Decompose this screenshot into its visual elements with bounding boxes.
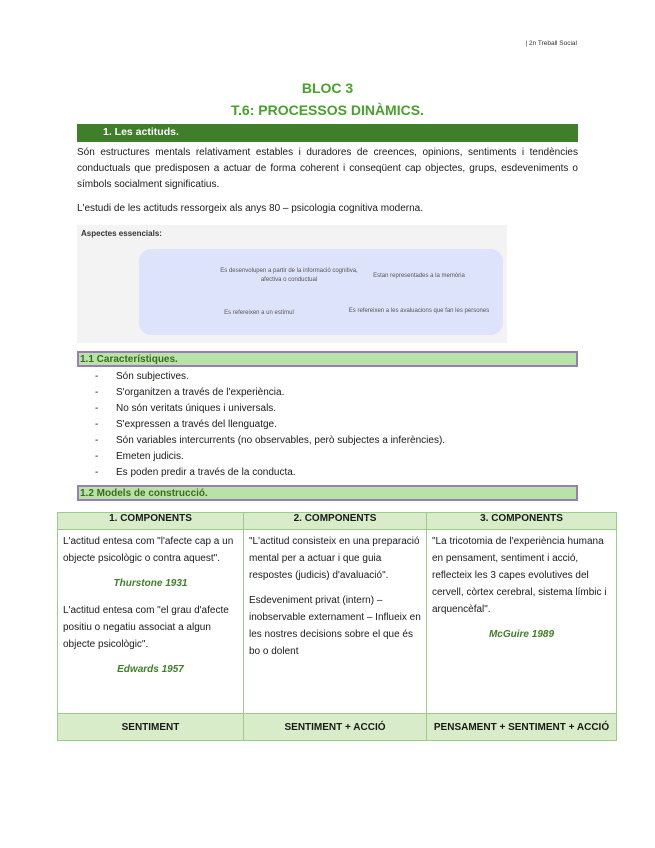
- figure-item: Es refereixen a un estímul: [224, 310, 294, 316]
- column-header: 2. COMPONENTS: [244, 513, 427, 530]
- citation: McGuire 1989: [488, 629, 555, 640]
- models-heading: 1.2 Models de construcció.: [77, 485, 578, 501]
- list-item: - Emeten judicis.: [92, 449, 572, 465]
- unit-title: T.6: PROCESSOS DINÀMICS.: [231, 102, 424, 118]
- definition-paragraph: Són estructures mentals relativament estables i duradores de creences, opinions, sentiments i tendències conductuals que predisposen a actuar de forma coherent i conseqüent cap objectes, grups, esdeveniments o símbols socialment significatius.: [77, 147, 578, 190]
- column-footer: SENTIMENT: [58, 714, 244, 741]
- model-text: L'actitud entesa com "l'afecte cap a un objecte psicològic o contra aquest".: [63, 536, 234, 564]
- model-text: Esdeveniment privat (intern) – inobservable externament – Influeix en les nostres decisions sobre el que és bo o dolent: [249, 595, 421, 657]
- table-header-row: [58, 513, 617, 530]
- essential-aspects-figure: [77, 225, 507, 343]
- list-item: - Són variables intercurrents (no observables, però subjectes a inferències).: [92, 433, 572, 449]
- characteristics-list: [92, 369, 572, 481]
- column-header: 1. COMPONENTS: [58, 513, 244, 530]
- column-footer: SENTIMENT + ACCIÓ: [244, 714, 427, 741]
- section-heading-actituds: 1. Les actituds.: [77, 124, 578, 142]
- characteristics-heading: 1.1 Característiques.: [77, 351, 578, 367]
- history-paragraph: L'estudi de les actituds ressorgeix als anys 80 – psicologia cognitiva moderna.: [77, 203, 423, 214]
- citation: Thurstone 1931: [113, 578, 188, 589]
- list-item: - Es poden predir a través de la conducta.: [92, 465, 572, 481]
- figure-item: Estan representades a la memòria: [373, 273, 465, 279]
- citation: Edwards 1957: [117, 664, 184, 675]
- list-item: - S'expressen a través del llenguatge.: [92, 417, 572, 433]
- model-text: L'actitud entesa com "el grau d'afecte positiu o negatiu associat a algun objecte psicològic".: [63, 605, 229, 650]
- model-cell-1: [58, 530, 244, 714]
- model-cell-3: [427, 530, 617, 714]
- model-text: "La tricotomia de l'experiència humana en pensament, sentiment i acció, reflecteix les 3 capes evolutives del cervell, còrtex cerebral, sistema límbic i arquencèfal".: [432, 536, 607, 615]
- running-header: | 2n Treball Social: [525, 40, 577, 47]
- column-header: 3. COMPONENTS: [427, 513, 617, 530]
- figure-item: Es refereixen a les avaluacions que fan les persones: [348, 308, 490, 314]
- list-item: - Són subjectives.: [92, 369, 572, 385]
- figure-panel: [139, 249, 503, 335]
- figure-item: Es desenvolupen a partir de la informació cognitiva, afectiva o conductual: [220, 268, 358, 283]
- figure-title: Aspectes essencials:: [81, 229, 162, 238]
- table-footer-row: [58, 714, 617, 741]
- list-item: - No són veritats úniques i universals.: [92, 401, 572, 417]
- table-row: [58, 530, 617, 714]
- bloc-title: BLOC 3: [301, 80, 354, 96]
- list-item: - S'organitzen a través de l'experiència.: [92, 385, 572, 401]
- models-table: [57, 512, 617, 741]
- model-cell-2: [244, 530, 427, 714]
- column-footer: PENSAMENT + SENTIMENT + ACCIÓ: [427, 714, 617, 741]
- model-text: "L'actitud consisteix en una preparació mental per a actuar i que guia respostes (judicis) d'avaluació".: [249, 536, 420, 581]
